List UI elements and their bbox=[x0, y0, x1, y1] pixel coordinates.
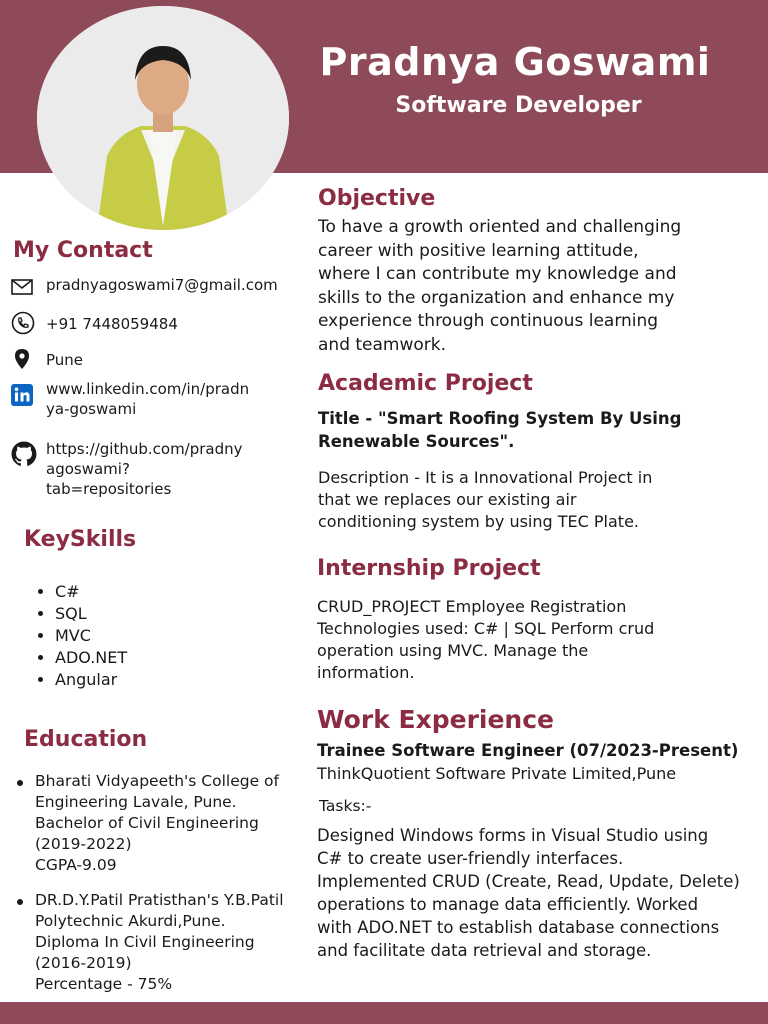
work-task-line: C# to create user-friendly interfaces. bbox=[317, 849, 624, 868]
work-position: Trainee Software Engineer (07/2023-Present) bbox=[317, 741, 739, 760]
work-task-line: and facilitate data retrieval and storage. bbox=[317, 941, 652, 960]
academic-title-line1: Title - "Smart Roofing System By Using bbox=[318, 409, 682, 428]
skill-item: • MVC bbox=[55, 625, 127, 647]
contact-github[interactable] bbox=[46, 439, 296, 499]
internship-heading: Internship Project bbox=[317, 556, 541, 581]
work-task-line: with ADO.NET to establish database connections bbox=[317, 918, 720, 937]
objective-line: career with positive learning attitude, bbox=[318, 240, 639, 261]
linkedin-line-2: ya-goswami bbox=[46, 400, 137, 418]
edu2-years: (2016-2019) bbox=[35, 954, 132, 972]
contact-location: Pune bbox=[46, 351, 84, 369]
education-entry-2 bbox=[35, 890, 300, 995]
internship-line: operation using MVC. Manage the bbox=[317, 641, 589, 660]
objective-line: To have a growth oriented and challenging bbox=[318, 217, 682, 237]
internship-line: CRUD_PROJECT Employee Registration bbox=[317, 597, 627, 616]
work-task-line: Implemented CRUD (Create, Read, Update, Delete) bbox=[317, 872, 740, 891]
academic-title-line2: Renewable Sources". bbox=[318, 432, 515, 451]
academic-desc-line: that we replaces our existing air bbox=[318, 490, 577, 509]
edu1-institution-line2: Engineering Lavale, Pune. bbox=[35, 793, 237, 811]
candidate-role: Software Developer bbox=[395, 93, 642, 118]
internship-line: Technologies used: C# | SQL Perform crud bbox=[317, 619, 655, 638]
education-entry-1 bbox=[35, 771, 300, 876]
edu2-institution-line1: DR.D.Y.Patil Pratisthan's Y.B.Patil bbox=[35, 891, 284, 909]
objective-line: where I can contribute my knowledge and bbox=[318, 264, 677, 284]
objective-text bbox=[318, 216, 681, 357]
contact-phone[interactable]: +91 7448059484 bbox=[46, 315, 178, 333]
work-company: ThinkQuotient Software Private Limited,Pune bbox=[317, 764, 677, 783]
work-tasks-label: Tasks:- bbox=[319, 797, 372, 815]
email-icon bbox=[11, 276, 33, 298]
edu1-institution-line1: Bharati Vidyapeeth's College of bbox=[35, 772, 279, 790]
edu1-years: (2019-2022) bbox=[35, 835, 132, 853]
edu1-grade: CGPA-9.09 bbox=[35, 856, 117, 874]
skill-item: • Angular bbox=[55, 669, 127, 691]
objective-line: skills to the organization and enhance my bbox=[318, 287, 675, 308]
phone-icon bbox=[11, 311, 35, 335]
location-pin-icon bbox=[11, 348, 33, 370]
github-line-2: agoswami? bbox=[46, 460, 130, 478]
internship-text bbox=[317, 596, 654, 684]
academic-description bbox=[318, 467, 652, 533]
github-icon bbox=[11, 441, 37, 467]
edu2-institution-line2: Polytechnic Akurdi,Pune. bbox=[35, 912, 226, 930]
work-heading: Work Experience bbox=[317, 705, 554, 734]
contact-linkedin[interactable] bbox=[46, 379, 296, 419]
edu2-grade: Percentage - 75% bbox=[35, 975, 173, 993]
work-task-line: Designed Windows forms in Visual Studio using bbox=[317, 826, 709, 845]
github-line-3: tab=repositories bbox=[46, 480, 172, 498]
skills-heading: KeySkills bbox=[24, 527, 137, 552]
work-tasks bbox=[317, 824, 740, 962]
linkedin-line-1: www.linkedin.com/in/pradn bbox=[46, 380, 250, 398]
education-heading: Education bbox=[24, 727, 148, 752]
skill-item: • ADO.NET bbox=[55, 647, 127, 669]
education-bullet bbox=[17, 780, 23, 786]
candidate-name: Pradnya Goswami bbox=[319, 40, 711, 84]
academic-title bbox=[318, 407, 681, 453]
contact-email[interactable]: pradnyagoswami7@gmail.com bbox=[46, 276, 278, 294]
education-bullet bbox=[17, 899, 23, 905]
academic-desc-line: Description - It is a Innovational Project in bbox=[318, 468, 653, 487]
footer-band bbox=[0, 1002, 768, 1024]
skills-list bbox=[33, 581, 127, 691]
objective-line: experience through continuous learning bbox=[318, 311, 659, 331]
profile-photo bbox=[37, 6, 289, 230]
academic-heading: Academic Project bbox=[318, 371, 533, 396]
objective-heading: Objective bbox=[318, 186, 436, 211]
internship-line: information. bbox=[317, 663, 415, 682]
skill-item: • C# bbox=[55, 581, 127, 603]
contact-heading: My Contact bbox=[13, 238, 153, 263]
github-line-1: https://github.com/pradny bbox=[46, 440, 243, 458]
edu2-degree: Diploma In Civil Engineering bbox=[35, 933, 255, 951]
academic-desc-line: conditioning system by using TEC Plate. bbox=[318, 512, 639, 531]
edu1-degree: Bachelor of Civil Engineering bbox=[35, 814, 259, 832]
linkedin-icon bbox=[11, 384, 33, 406]
objective-line: and teamwork. bbox=[318, 334, 447, 355]
skill-item: • SQL bbox=[55, 603, 127, 625]
work-task-line: operations to manage data efficiently. Worked bbox=[317, 895, 699, 914]
